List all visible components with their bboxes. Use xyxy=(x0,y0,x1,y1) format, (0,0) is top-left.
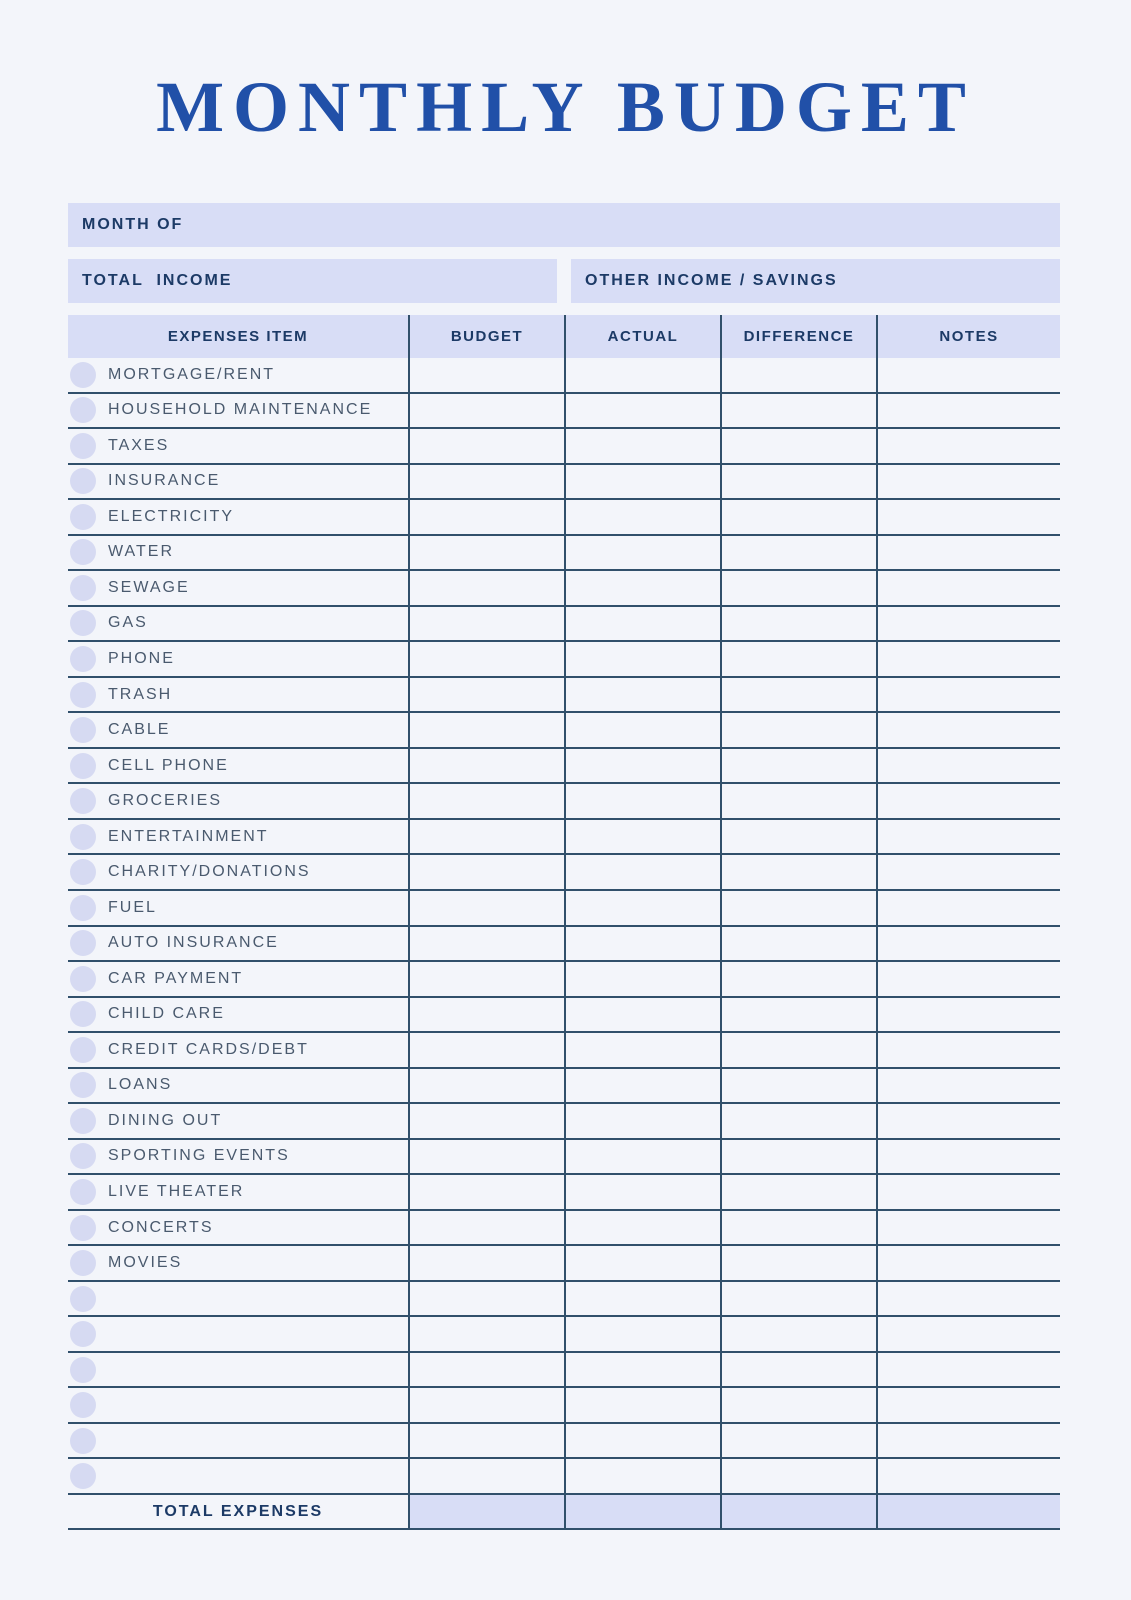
budget-cell[interactable] xyxy=(408,1317,564,1351)
notes-cell[interactable] xyxy=(876,536,1060,570)
difference-cell[interactable] xyxy=(720,927,876,961)
bullet-icon xyxy=(70,504,96,530)
expense-row xyxy=(68,536,1060,572)
expense-row xyxy=(68,927,1060,963)
budget-cell[interactable] xyxy=(408,536,564,570)
expense-row xyxy=(68,1033,1060,1069)
notes-cell[interactable] xyxy=(876,642,1060,676)
budget-cell[interactable] xyxy=(408,749,564,783)
bullet-icon xyxy=(70,717,96,743)
expense-item-label: INSURANCE xyxy=(108,472,221,490)
expense-row xyxy=(68,1211,1060,1247)
bullet-icon xyxy=(70,539,96,565)
bullet-icon xyxy=(70,575,96,601)
expense-item-cell xyxy=(68,713,408,747)
bullet-icon xyxy=(70,1179,96,1205)
budget-cell[interactable] xyxy=(408,962,564,996)
expense-item-label: ELECTRICITY xyxy=(108,507,235,525)
difference-cell[interactable] xyxy=(720,571,876,605)
actual-cell[interactable] xyxy=(564,1069,720,1103)
expense-item-label: WATER xyxy=(108,543,174,561)
budget-cell[interactable] xyxy=(408,1246,564,1280)
expense-item-label: ENTERTAINMENT xyxy=(108,827,269,845)
notes-cell[interactable] xyxy=(876,1282,1060,1316)
notes-cell[interactable] xyxy=(876,1424,1060,1458)
actual-cell[interactable] xyxy=(564,855,720,889)
difference-cell[interactable] xyxy=(720,1175,876,1209)
expense-item-cell xyxy=(68,998,408,1032)
budget-cell[interactable] xyxy=(408,820,564,854)
expense-row xyxy=(68,784,1060,820)
difference-cell[interactable] xyxy=(720,678,876,712)
notes-cell[interactable] xyxy=(876,465,1060,499)
actual-cell[interactable] xyxy=(564,1353,720,1387)
budget-cell[interactable] xyxy=(408,784,564,818)
actual-cell[interactable] xyxy=(564,713,720,747)
bullet-icon xyxy=(70,646,96,672)
budget-cell[interactable] xyxy=(408,1175,564,1209)
notes-cell[interactable] xyxy=(876,1069,1060,1103)
notes-cell[interactable] xyxy=(876,607,1060,641)
header-expenses-item: EXPENSES ITEM xyxy=(167,328,309,345)
expense-item-label: MOVIES xyxy=(108,1254,183,1272)
actual-cell[interactable] xyxy=(564,571,720,605)
difference-cell[interactable] xyxy=(720,1424,876,1458)
total-expenses-label: TOTAL EXPENSES xyxy=(152,1502,324,1520)
difference-cell[interactable] xyxy=(720,962,876,996)
bullet-icon xyxy=(70,824,96,850)
expense-row xyxy=(68,891,1060,927)
total-difference-cell[interactable] xyxy=(720,1495,876,1528)
notes-cell[interactable] xyxy=(876,500,1060,534)
actual-cell[interactable] xyxy=(564,1424,720,1458)
notes-cell[interactable] xyxy=(876,713,1060,747)
expense-item-label: FUEL xyxy=(108,898,157,916)
bullet-icon xyxy=(70,397,96,423)
expense-item-cell xyxy=(68,1069,408,1103)
actual-cell[interactable] xyxy=(564,784,720,818)
budget-cell[interactable] xyxy=(408,1353,564,1387)
expense-item-cell xyxy=(68,855,408,889)
expense-item-cell xyxy=(68,1282,408,1316)
budget-cell[interactable] xyxy=(408,1424,564,1458)
expense-row xyxy=(68,394,1060,430)
notes-cell[interactable] xyxy=(876,749,1060,783)
difference-cell[interactable] xyxy=(720,1282,876,1316)
difference-cell[interactable] xyxy=(720,1317,876,1351)
expense-item-cell xyxy=(68,962,408,996)
expense-row xyxy=(68,1459,1060,1495)
expense-item-cell xyxy=(68,1211,408,1245)
expense-item-cell xyxy=(68,642,408,676)
expense-row xyxy=(68,998,1060,1034)
bullet-icon xyxy=(70,1321,96,1347)
expense-row xyxy=(68,855,1060,891)
expense-row xyxy=(68,1282,1060,1318)
actual-cell[interactable] xyxy=(564,927,720,961)
expense-row xyxy=(68,678,1060,714)
expense-item-cell xyxy=(68,1246,408,1280)
budget-cell[interactable] xyxy=(408,500,564,534)
expense-row xyxy=(68,642,1060,678)
expense-item-cell xyxy=(68,465,408,499)
budget-cell[interactable] xyxy=(408,927,564,961)
expense-item-label: CELL PHONE xyxy=(108,756,229,774)
actual-cell[interactable] xyxy=(564,678,720,712)
budget-cell[interactable] xyxy=(408,891,564,925)
notes-cell[interactable] xyxy=(876,1317,1060,1351)
expense-row xyxy=(68,713,1060,749)
notes-cell[interactable] xyxy=(876,1211,1060,1245)
actual-cell[interactable] xyxy=(564,607,720,641)
actual-cell[interactable] xyxy=(564,1246,720,1280)
actual-cell[interactable] xyxy=(564,1140,720,1174)
expense-item-label: HOUSEHOLD MAINTENANCE xyxy=(108,401,373,419)
bullet-icon xyxy=(70,1250,96,1276)
total-income-field[interactable] xyxy=(68,259,557,303)
expense-item-cell xyxy=(68,536,408,570)
expense-item-cell xyxy=(68,891,408,925)
budget-cell[interactable] xyxy=(408,642,564,676)
bullet-icon xyxy=(70,859,96,885)
expense-row xyxy=(68,1317,1060,1353)
total-actual-cell[interactable] xyxy=(564,1495,720,1528)
difference-cell[interactable] xyxy=(720,1459,876,1493)
expense-item-cell xyxy=(68,1424,408,1458)
notes-cell[interactable] xyxy=(876,571,1060,605)
actual-cell[interactable] xyxy=(564,500,720,534)
budget-cell[interactable] xyxy=(408,394,564,428)
notes-cell[interactable] xyxy=(876,784,1060,818)
notes-cell[interactable] xyxy=(876,1140,1060,1174)
budget-cell[interactable] xyxy=(408,1388,564,1422)
difference-cell[interactable] xyxy=(720,465,876,499)
expense-item-cell xyxy=(68,927,408,961)
expense-row xyxy=(68,429,1060,465)
budget-cell[interactable] xyxy=(408,571,564,605)
difference-cell[interactable] xyxy=(720,1353,876,1387)
actual-cell[interactable] xyxy=(564,1459,720,1493)
expense-row xyxy=(68,962,1060,998)
total-notes-cell[interactable] xyxy=(876,1495,1060,1528)
actual-cell[interactable] xyxy=(564,642,720,676)
actual-cell[interactable] xyxy=(564,1388,720,1422)
expense-item-cell xyxy=(68,784,408,818)
month-of-label: MONTH OF xyxy=(82,216,184,233)
expense-row xyxy=(68,1246,1060,1282)
header-notes: NOTES xyxy=(876,315,1060,358)
notes-cell[interactable] xyxy=(876,998,1060,1032)
notes-cell[interactable] xyxy=(876,1353,1060,1387)
header-difference: DIFFERENCE xyxy=(720,315,876,358)
notes-cell[interactable] xyxy=(876,1175,1060,1209)
bullet-icon xyxy=(70,1143,96,1169)
header-actual: ACTUAL xyxy=(564,315,720,358)
actual-cell[interactable] xyxy=(564,394,720,428)
bullet-icon xyxy=(70,1001,96,1027)
actual-cell[interactable] xyxy=(564,1317,720,1351)
bullet-icon xyxy=(70,362,96,388)
expense-row xyxy=(68,820,1060,856)
expense-item-cell xyxy=(68,820,408,854)
actual-cell[interactable] xyxy=(564,1175,720,1209)
difference-cell[interactable] xyxy=(720,855,876,889)
expense-item-cell xyxy=(68,571,408,605)
expense-item-cell xyxy=(68,1353,408,1387)
bullet-icon xyxy=(70,433,96,459)
expense-item-cell xyxy=(68,394,408,428)
actual-cell[interactable] xyxy=(564,429,720,463)
budget-cell[interactable] xyxy=(408,1104,564,1138)
bullet-icon xyxy=(70,1357,96,1383)
budget-cell[interactable] xyxy=(408,429,564,463)
table-body xyxy=(68,358,1060,1495)
actual-cell[interactable] xyxy=(564,358,720,392)
difference-cell[interactable] xyxy=(720,1104,876,1138)
notes-cell[interactable] xyxy=(876,927,1060,961)
difference-cell[interactable] xyxy=(720,1246,876,1280)
expense-item-label: TRASH xyxy=(108,685,173,703)
difference-cell[interactable] xyxy=(720,998,876,1032)
expense-item-label: CHARITY/DONATIONS xyxy=(108,863,311,881)
expense-item-cell xyxy=(68,607,408,641)
actual-cell[interactable] xyxy=(564,465,720,499)
actual-cell[interactable] xyxy=(564,1282,720,1316)
notes-cell[interactable] xyxy=(876,1033,1060,1067)
budget-cell[interactable] xyxy=(408,465,564,499)
difference-cell[interactable] xyxy=(720,358,876,392)
expense-row xyxy=(68,500,1060,536)
budget-cell[interactable] xyxy=(408,678,564,712)
budget-cell[interactable] xyxy=(408,1211,564,1245)
expense-item-label: CHILD CARE xyxy=(108,1005,225,1023)
expense-item-label: DINING OUT xyxy=(108,1111,223,1129)
notes-cell[interactable] xyxy=(876,820,1060,854)
budget-cell[interactable] xyxy=(408,713,564,747)
budget-cell[interactable] xyxy=(408,1459,564,1493)
notes-cell[interactable] xyxy=(876,891,1060,925)
expense-item-cell xyxy=(68,1033,408,1067)
budget-cell[interactable] xyxy=(408,1033,564,1067)
expense-item-label: TAXES xyxy=(108,436,170,454)
bullet-icon xyxy=(70,682,96,708)
notes-cell[interactable] xyxy=(876,1388,1060,1422)
budget-cell[interactable] xyxy=(408,855,564,889)
expense-item-cell xyxy=(68,1104,408,1138)
expense-row xyxy=(68,571,1060,607)
notes-cell[interactable] xyxy=(876,1459,1060,1493)
actual-cell[interactable] xyxy=(564,820,720,854)
month-of-field[interactable] xyxy=(68,203,1060,247)
table-header-row xyxy=(68,315,1060,358)
total-expenses-label-cell xyxy=(68,1495,408,1528)
expense-item-label: GROCERIES xyxy=(108,792,223,810)
notes-cell[interactable] xyxy=(876,1246,1060,1280)
expense-item-label: LIVE THEATER xyxy=(108,1182,245,1200)
expense-item-cell xyxy=(68,1317,408,1351)
bullet-icon xyxy=(70,753,96,779)
bullet-icon xyxy=(70,1428,96,1454)
expense-row xyxy=(68,465,1060,501)
expense-item-label: CAR PAYMENT xyxy=(108,969,244,987)
actual-cell[interactable] xyxy=(564,1033,720,1067)
difference-cell[interactable] xyxy=(720,500,876,534)
budget-cell[interactable] xyxy=(408,998,564,1032)
expense-item-cell xyxy=(68,429,408,463)
difference-cell[interactable] xyxy=(720,1033,876,1067)
expense-item-label: GAS xyxy=(108,614,148,632)
difference-cell[interactable] xyxy=(720,1388,876,1422)
expense-item-cell xyxy=(68,358,408,392)
bullet-icon xyxy=(70,1072,96,1098)
bullet-icon xyxy=(70,966,96,992)
bullet-icon xyxy=(70,1286,96,1312)
expense-row xyxy=(68,358,1060,394)
expense-item-label: LOANS xyxy=(108,1076,173,1094)
expense-row xyxy=(68,1104,1060,1140)
other-income-savings-field[interactable] xyxy=(571,259,1060,303)
expense-item-cell xyxy=(68,500,408,534)
notes-cell[interactable] xyxy=(876,394,1060,428)
expense-row xyxy=(68,1175,1060,1211)
bullet-icon xyxy=(70,468,96,494)
expense-item-label: MORTGAGE/RENT xyxy=(108,365,276,383)
expenses-table xyxy=(68,315,1060,1530)
notes-cell[interactable] xyxy=(876,429,1060,463)
budget-cell[interactable] xyxy=(408,1140,564,1174)
total-income-label: TOTAL INCOME xyxy=(82,272,233,289)
actual-cell[interactable] xyxy=(564,998,720,1032)
expense-item-cell xyxy=(68,678,408,712)
actual-cell[interactable] xyxy=(564,749,720,783)
bullet-icon xyxy=(70,1037,96,1063)
actual-cell[interactable] xyxy=(564,536,720,570)
bullet-icon xyxy=(70,1463,96,1489)
difference-cell[interactable] xyxy=(720,749,876,783)
expense-row xyxy=(68,749,1060,785)
difference-cell[interactable] xyxy=(720,1140,876,1174)
bullet-icon xyxy=(70,930,96,956)
notes-cell[interactable] xyxy=(876,962,1060,996)
total-expenses-row xyxy=(68,1495,1060,1530)
actual-cell[interactable] xyxy=(564,891,720,925)
expense-row xyxy=(68,1140,1060,1176)
actual-cell[interactable] xyxy=(564,1211,720,1245)
bullet-icon xyxy=(70,788,96,814)
budget-cell[interactable] xyxy=(408,358,564,392)
expense-item-label: AUTO INSURANCE xyxy=(108,934,279,952)
budget-cell[interactable] xyxy=(408,1282,564,1316)
budget-cell[interactable] xyxy=(408,607,564,641)
expense-item-label: SEWAGE xyxy=(108,578,190,596)
expense-item-cell xyxy=(68,749,408,783)
bullet-icon xyxy=(70,895,96,921)
expense-row xyxy=(68,1353,1060,1389)
total-budget-cell[interactable] xyxy=(408,1495,564,1528)
difference-cell[interactable] xyxy=(720,429,876,463)
actual-cell[interactable] xyxy=(564,1104,720,1138)
page-title: MONTHLY BUDGET xyxy=(156,67,975,147)
notes-cell[interactable] xyxy=(876,1104,1060,1138)
expense-item-label: SPORTING EVENTS xyxy=(108,1147,290,1165)
expense-row xyxy=(68,1069,1060,1105)
difference-cell[interactable] xyxy=(720,607,876,641)
difference-cell[interactable] xyxy=(720,536,876,570)
notes-cell[interactable] xyxy=(876,358,1060,392)
difference-cell[interactable] xyxy=(720,394,876,428)
header-budget: BUDGET xyxy=(408,315,564,358)
difference-cell[interactable] xyxy=(720,713,876,747)
expense-item-cell xyxy=(68,1175,408,1209)
difference-cell[interactable] xyxy=(720,1069,876,1103)
notes-cell[interactable] xyxy=(876,678,1060,712)
bullet-icon xyxy=(70,1215,96,1241)
bullet-icon xyxy=(70,1392,96,1418)
budget-cell[interactable] xyxy=(408,1069,564,1103)
other-income-savings-label: OTHER INCOME / SAVINGS xyxy=(585,272,838,289)
expense-item-label: CREDIT CARDS/DEBT xyxy=(108,1040,309,1058)
expense-row xyxy=(68,607,1060,643)
expense-item-cell xyxy=(68,1140,408,1174)
expense-item-label: PHONE xyxy=(108,650,175,668)
expense-item-label: CABLE xyxy=(108,721,171,739)
expense-item-label: CONCERTS xyxy=(108,1218,214,1236)
expense-row xyxy=(68,1388,1060,1424)
actual-cell[interactable] xyxy=(564,962,720,996)
difference-cell[interactable] xyxy=(720,784,876,818)
difference-cell[interactable] xyxy=(720,820,876,854)
difference-cell[interactable] xyxy=(720,1211,876,1245)
difference-cell[interactable] xyxy=(720,891,876,925)
bullet-icon xyxy=(70,1108,96,1134)
notes-cell[interactable] xyxy=(876,855,1060,889)
bullet-icon xyxy=(70,610,96,636)
expense-item-cell xyxy=(68,1459,408,1493)
expense-row xyxy=(68,1424,1060,1460)
difference-cell[interactable] xyxy=(720,642,876,676)
expense-item-cell xyxy=(68,1388,408,1422)
